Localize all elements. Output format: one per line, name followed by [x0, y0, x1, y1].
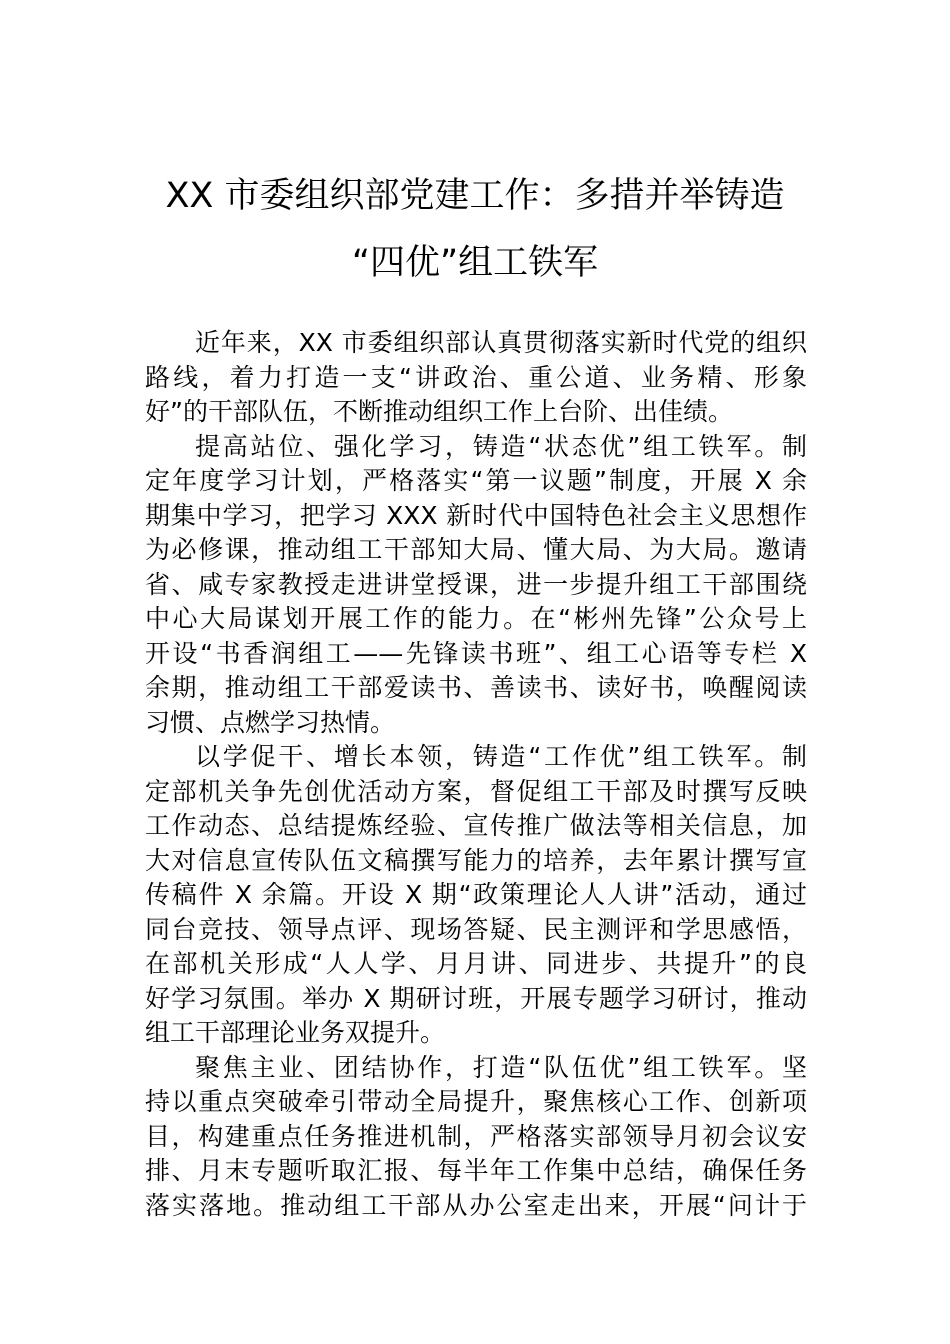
- text-line: 近年来，XX 市委组织部认真贯彻落实新时代党的组织: [195, 328, 807, 357]
- text-line: 好学习氛围。举办 X 期研讨班，开展专题学习研讨，推动: [145, 983, 807, 1013]
- text-line: 以学促干、增长本领，铸造“工作优”组工铁军。制: [195, 742, 807, 771]
- paragraph: [145, 326, 807, 430]
- text-line: 同台竞技、领导点评、现场答疑、民主测评和学思感悟，: [145, 914, 807, 944]
- text-line: 组工干部理论业务双提升。: [145, 1018, 446, 1047]
- title-line: “四优”组工铁军: [351, 243, 599, 283]
- text-line: 路线，着力打造一支“讲政治、重公道、业务精、形象: [145, 362, 807, 392]
- paragraph: [145, 740, 807, 1051]
- document-title: [145, 163, 805, 297]
- paragraph: [145, 430, 807, 741]
- text-line: 目，构建重点任务推进机制，严格落实部领导月初会议安: [145, 1121, 807, 1151]
- text-line: 定部机关争先创优活动方案，督促组工干部及时撰写反映: [145, 776, 807, 806]
- text-line: 开设“书香润组工——先锋读书班”、组工心语等专栏 X: [145, 638, 807, 668]
- title-line: XX 市委组织部党建工作：多措并举铸造: [165, 176, 785, 216]
- text-line: 排、月末专题听取汇报、每半年工作集中总结，确保任务: [145, 1156, 807, 1185]
- text-line: 中心大局谋划开展工作的能力。在“彬州先锋”公众号上: [145, 604, 807, 633]
- text-line: 工作动态、总结提炼经验、宣传推广做法等相关信息，加: [145, 811, 807, 840]
- text-line: 为必修课，推动组工干部知大局、懂大局、为大局。邀请: [145, 535, 807, 564]
- text-line: 提高站位、强化学习，铸造“状态优”组工铁军。制: [195, 431, 807, 461]
- text-line: 大对信息宣传队伍文稿撰写能力的培养，去年累计撰写宣: [145, 845, 807, 875]
- text-line: 省、咸专家教授走进讲堂授课，进一步提升组工干部围绕: [145, 569, 807, 599]
- text-line: 在部机关形成“人人学、月月讲、同进步、共提升”的良: [145, 949, 807, 978]
- text-line: 聚焦主业、团结协作，打造“队伍优”组工铁军。坚: [195, 1052, 807, 1082]
- text-line: 定年度学习计划，严格落实“第一议题”制度，开展 X 余: [145, 466, 807, 495]
- text-line: 好”的干部队伍，不断推动组织工作上台阶、出佳绩。: [145, 397, 733, 426]
- document-body: [145, 326, 807, 1223]
- text-line: 传稿件 X 余篇。开设 X 期“政策理论人人讲”活动，通过: [145, 880, 807, 909]
- text-line: 持以重点突破牵引带动全局提升，聚焦核心工作、创新项: [145, 1087, 807, 1116]
- text-line: 期集中学习，把学习 XXX 新时代中国特色社会主义思想作: [145, 500, 807, 530]
- text-line: 落实落地。推动组工干部从办公室走出来，开展“问计于: [145, 1190, 807, 1220]
- text-line: 习惯、点燃学习热情。: [145, 707, 396, 737]
- paragraph: [145, 1051, 807, 1224]
- text-line: 余期，推动组工干部爱读书、善读书、读好书，唤醒阅读: [145, 673, 807, 702]
